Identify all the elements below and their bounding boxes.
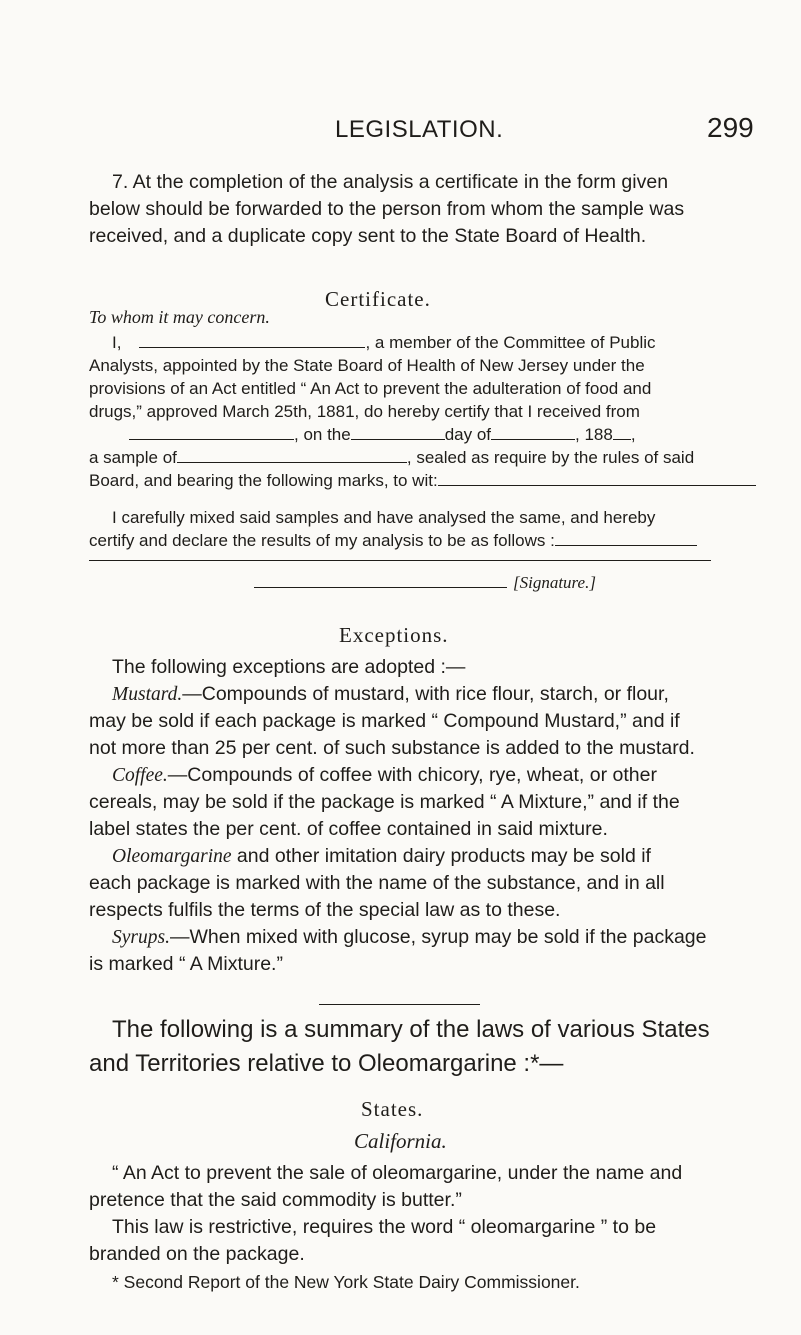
exceptions-intro: The following exceptions are adopted :— (112, 656, 466, 678)
oleo-line: Oleomargarine and other imitation dairy products may be sold if (112, 845, 651, 867)
cert-line: I carefully mixed said samples and have analysed the same, and hereby (112, 508, 656, 527)
california-heading: California. (354, 1129, 447, 1153)
exceptions-heading: Exceptions. (339, 623, 449, 647)
summary-line: The following is a summary of the laws of various States (112, 1016, 710, 1043)
footnote: * Second Report of the New York State Dairy Commissioner. (112, 1272, 580, 1292)
cert-line: certify and declare the results of my analysis to be as follows : (89, 531, 697, 551)
running-title: LEGISLATION. (335, 116, 504, 143)
oleo-line: each package is marked with the name of the substance, and in all (89, 872, 665, 894)
mustard-line: not more than 25 per cent. of such substance is added to the mustard. (89, 737, 695, 759)
signature-line: [Signature.] (254, 573, 596, 593)
section7-line: received, and a duplicate copy sent to the State Board of Health. (89, 225, 647, 247)
blank-results (555, 544, 697, 546)
section7-line: 7. At the completion of the analysis a certificate in the form given (112, 171, 669, 193)
salutation: To whom it may concern. (89, 307, 270, 327)
states-heading: States. (361, 1097, 424, 1121)
blank-signature (254, 586, 507, 588)
blank-sample (177, 461, 407, 463)
oleo-line: respects fulfils the terms of the special law as to these. (89, 899, 561, 921)
cert-line: drugs,” approved March 25th, 1881, do hereby certify that I received from (89, 402, 640, 421)
california-line: “ An Act to prevent the sale of oleomargarine, under the name and (112, 1162, 683, 1184)
cert-line: , on the day of , 188 , (89, 425, 636, 445)
syrups-line: is marked “ A Mixture.” (89, 953, 283, 975)
coffee-line: cereals, may be sold if the package is marked “ A Mixture,” and if the (89, 791, 680, 813)
coffee-line: label states the per cent. of coffee contained in said mixture. (89, 818, 608, 840)
blank-marks (438, 484, 756, 486)
section7-line: below should be forwarded to the person from whom the sample was (89, 198, 685, 220)
blank-month (491, 438, 575, 440)
cert-line: a sample of , sealed as require by the rules of said (89, 448, 695, 467)
page-number: 299 (707, 112, 754, 143)
cert-line: I, , a member of the Committee of Public (112, 333, 656, 352)
results-rule (89, 560, 711, 561)
california-line: branded on the package. (89, 1243, 305, 1265)
blank-name (139, 346, 365, 348)
cert-line: provisions of an Act entitled “ An Act to prevent the adulteration of food and (89, 379, 652, 398)
section-divider (319, 1004, 480, 1005)
blank-day (351, 438, 445, 440)
coffee-line: Coffee.—Compounds of coffee with chicory, rye, wheat, or other (112, 764, 657, 786)
california-line: pretence that the said commodity is butter.” (89, 1189, 462, 1211)
syrups-line: Syrups.—When mixed with glucose, syrup may be sold if the package (112, 926, 707, 948)
mustard-line: Mustard.—Compounds of mustard, with rice flour, starch, or flour, (112, 683, 669, 705)
blank-from (129, 438, 294, 440)
california-line: This law is restrictive, requires the word “ oleomargarine ” to be (112, 1216, 657, 1238)
blank-year (613, 438, 631, 440)
summary-line: and Territories relative to Oleomargarine :*— (89, 1050, 564, 1077)
mustard-line: may be sold if each package is marked “ Compound Mustard,” and if (89, 710, 680, 732)
cert-line: Analysts, appointed by the State Board of Health of New Jersey under the (89, 356, 645, 375)
certificate-heading: Certificate. (325, 287, 431, 311)
cert-line: Board, and bearing the following marks, to wit: (89, 471, 756, 491)
